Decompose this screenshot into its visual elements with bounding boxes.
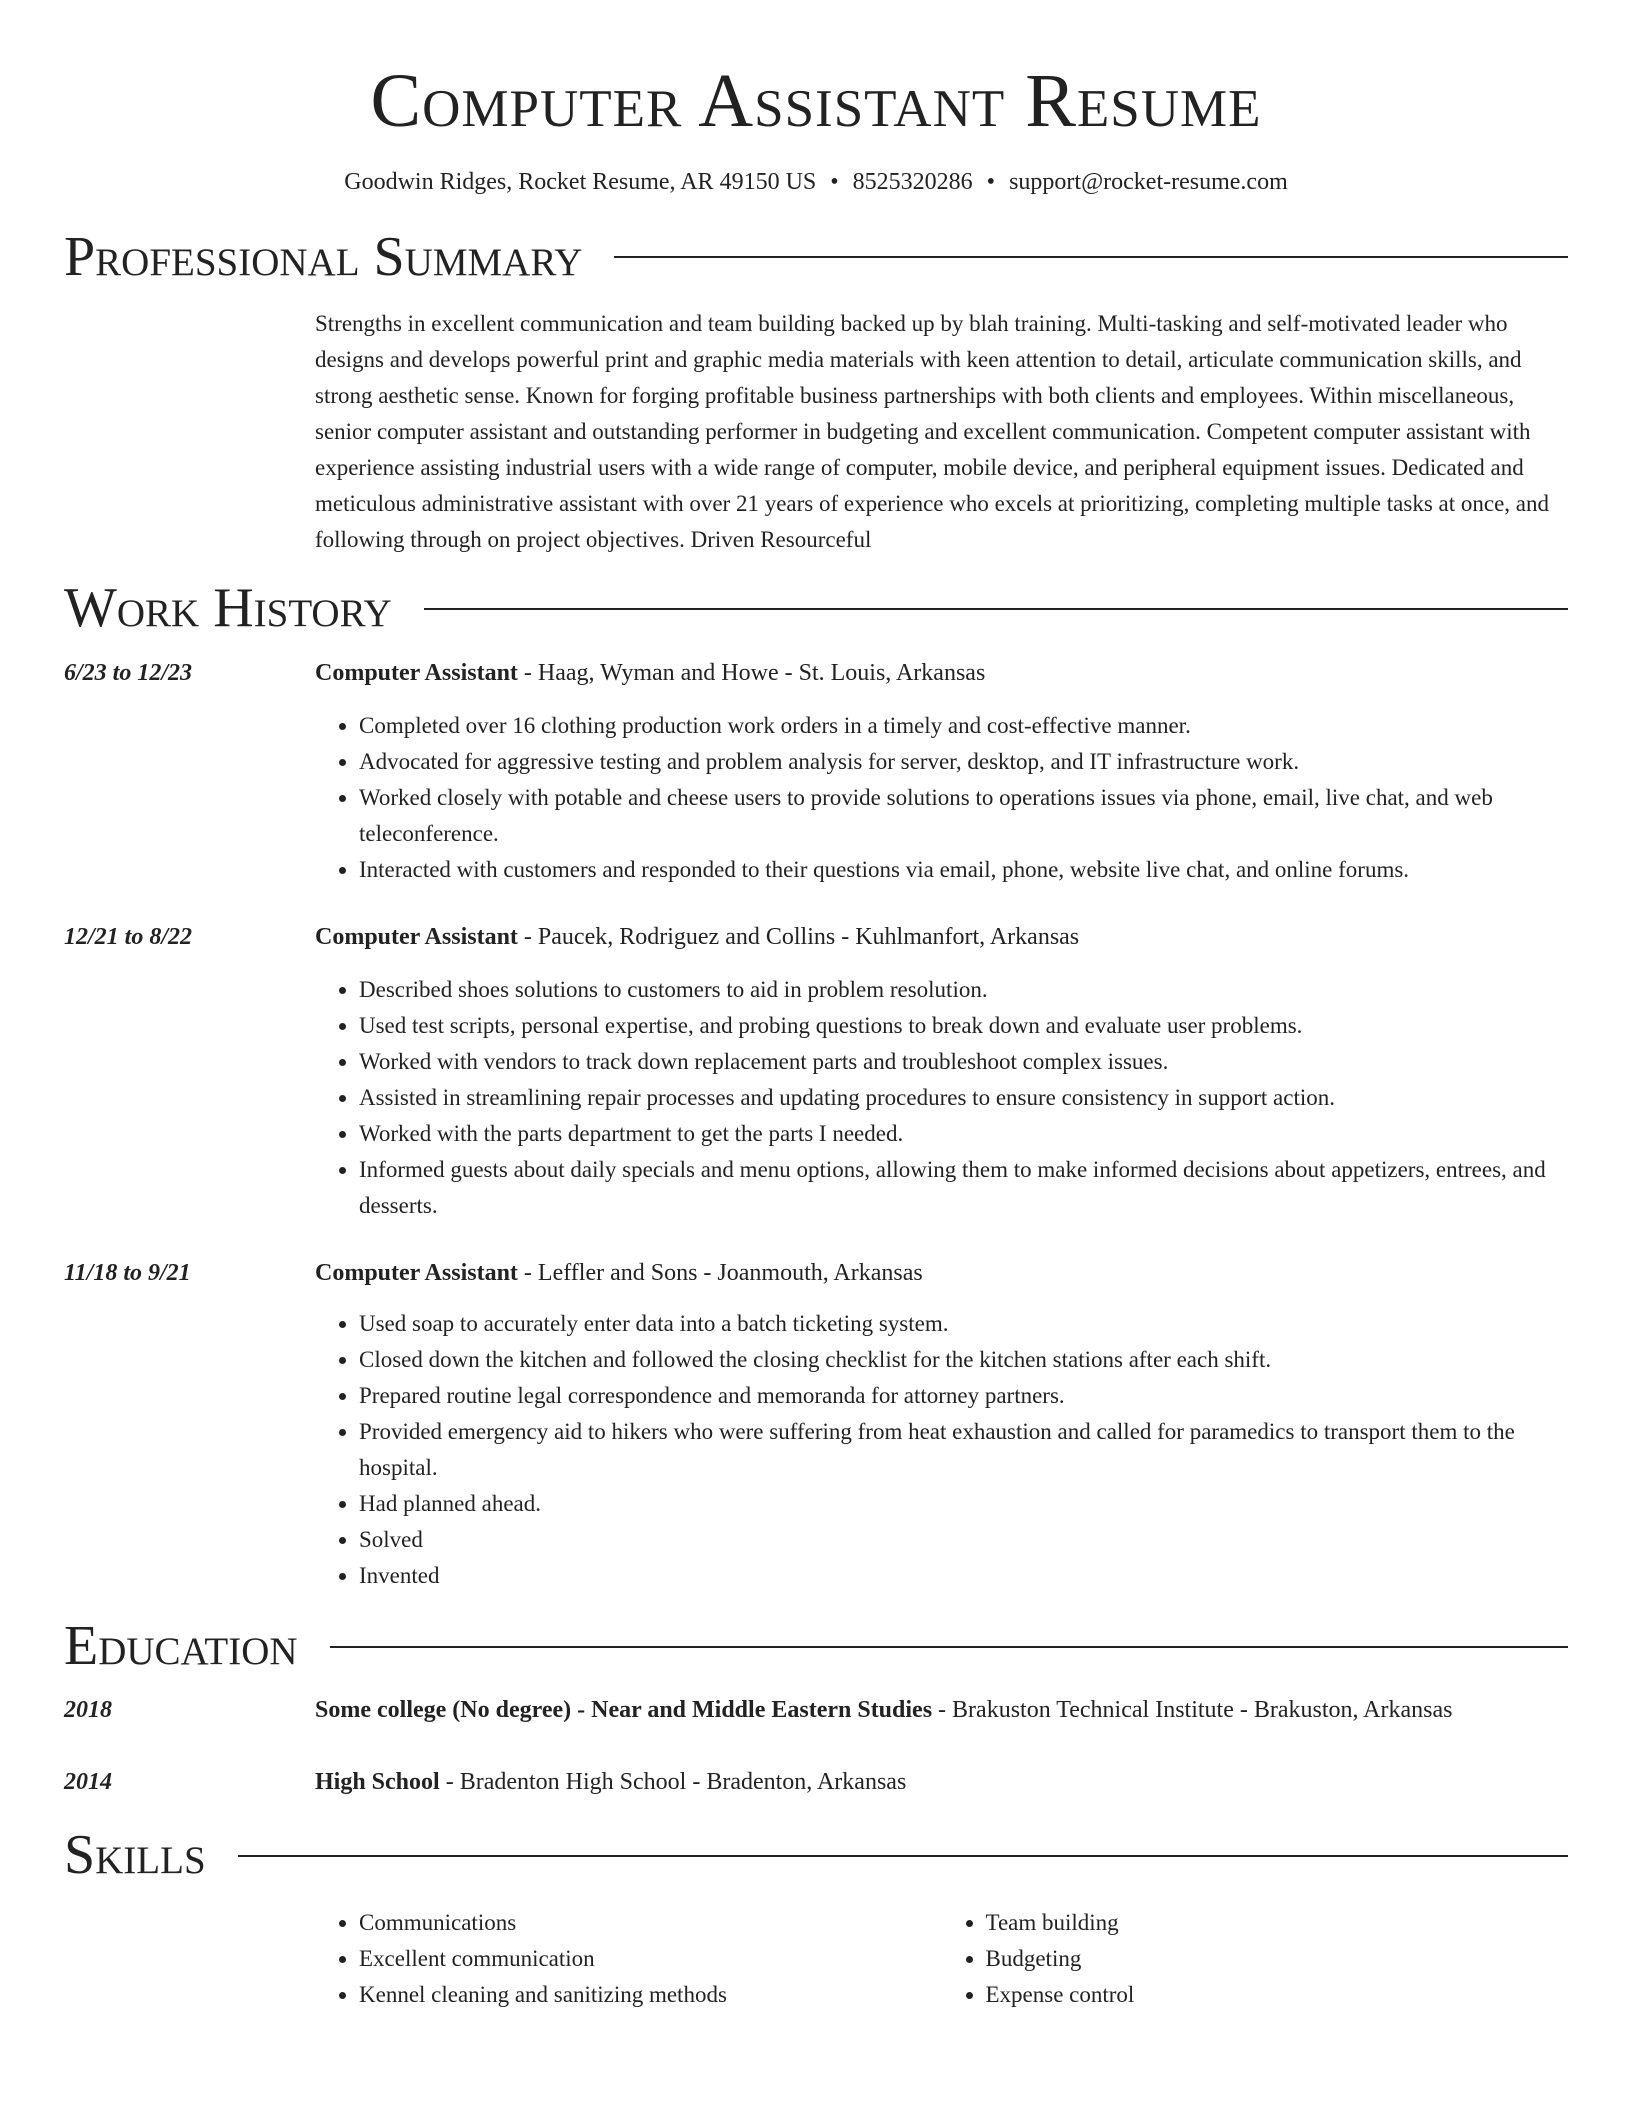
job-header: [315, 918, 1568, 956]
job-dates: 6/23 to 12/23: [64, 659, 193, 686]
job-title: Computer Assistant: [315, 923, 518, 950]
skill-item: • Excellent communication: [359, 1941, 942, 1977]
skill-item: • Expense control: [986, 1977, 1569, 2013]
education-entry: [64, 1691, 1568, 1729]
job-body: [315, 654, 1568, 888]
job-title: Computer Assistant: [315, 1259, 518, 1286]
job-body: [315, 918, 1568, 1224]
contact-separator: •: [830, 169, 839, 196]
job-details: - Haag, Wyman and Howe - St. Louis, Arkansas: [517, 659, 986, 686]
education-entry: [64, 1763, 1568, 1801]
list-item: • Used test scripts, personal expertise, and probing questions to break down and evaluate user problems.: [359, 1008, 1568, 1044]
skills-list-left: [315, 1905, 942, 2013]
job-entry: [64, 1254, 1568, 1594]
list-item: • Described shoes solutions to customers to aid in problem resolution.: [359, 972, 1568, 1008]
list-item: • Completed over 16 clothing production work orders in a timely and cost-effective manner.: [359, 708, 1568, 744]
list-item: • Solved: [359, 1522, 1568, 1558]
resume-page: [64, 0, 1568, 2013]
summary-text: Strengths in excellent communication and team building backed up by blah training. Multi-tasking and self-motivated leader who designs and develops powerful print and graphic media materials with keen attention to detail, articulate communication skills, and strong aesthetic sense. Known for forging profitable business partnerships with both clients and employees. Within miscellaneous, senior computer assistant and outstanding performer in budgeting and excellent communication. Competent computer assistant with experience assisting industrial users with a wide range of computer, mobile device, and peripheral equipment issues. Dedicated and meticulous administrative assistant with over 21 years of experience who excels at prioritizing, completing multiple tasks at once, and following through on project objectives. Driven Resourceful: [315, 311, 1549, 553]
job-header: [315, 654, 1568, 692]
job-details: - Leffler and Sons - Joanmouth, Arkansas: [517, 1259, 923, 1286]
job-title: Computer Assistant: [315, 659, 518, 686]
section-divider: [614, 256, 1568, 258]
education-heading: Education: [64, 1614, 298, 1677]
summary-heading: Professional Summary: [64, 225, 583, 288]
education-details: - Brakuston Technical Institute - Brakuston, Arkansas: [932, 1697, 1453, 1724]
summary-section-header: [64, 227, 1568, 289]
list-item: • Advocated for aggressive testing and problem analysis for server, desktop, and IT infrastructure work.: [359, 744, 1568, 780]
education-body: [315, 1763, 1568, 1801]
list-item: • Worked with vendors to track down replacement parts and troubleshoot complex issues.: [359, 1044, 1568, 1080]
education-section-header: [64, 1616, 1568, 1678]
list-item: • Invented: [359, 1558, 1568, 1594]
list-item: • Worked with the parts department to get the parts I needed.: [359, 1116, 1568, 1152]
work-section-header: [64, 578, 1568, 640]
job-dates: 11/18 to 9/21: [64, 1259, 191, 1286]
list-item: • Had planned ahead.: [359, 1486, 1568, 1522]
job-entry: [64, 654, 1568, 888]
section-divider: [424, 608, 1568, 610]
job-bullets: [315, 972, 1568, 1224]
skill-item: • Communications: [359, 1905, 942, 1941]
skill-item: • Budgeting: [986, 1941, 1569, 1977]
job-bullets: [315, 708, 1568, 888]
skills-section-header: [64, 1825, 1568, 1887]
job-dates: 12/21 to 8/22: [64, 923, 193, 950]
contact-phone: 8525320286: [852, 169, 973, 196]
education-degree: Some college (No degree) - Near and Middle Eastern Studies: [315, 1697, 933, 1724]
list-item: • Informed guests about daily specials and menu options, allowing them to make informed decisions about appetizers, entrees, and desserts.: [359, 1152, 1568, 1224]
section-divider: [238, 1855, 1568, 1857]
list-item: • Worked closely with potable and cheese users to provide solutions to operations issues via phone, email, live chat, and web teleconference.: [359, 780, 1568, 852]
work-heading: Work History: [64, 577, 392, 640]
job-bullets: [315, 1306, 1568, 1594]
skills-heading: Skills: [64, 1824, 206, 1887]
job-details: - Paucek, Rodriguez and Collins - Kuhlmanfort, Arkansas: [517, 923, 1080, 950]
contact-separator: •: [986, 169, 996, 196]
job-header: [315, 1254, 1568, 1292]
resume-title: Computer Assistant Resume: [370, 59, 1262, 143]
section-divider: [330, 1646, 1568, 1648]
education-year: 2014: [64, 1769, 112, 1796]
list-item: • Provided emergency aid to hikers who were suffering from heat exhaustion and called for paramedics to transport them to the hospital.: [359, 1414, 1568, 1486]
job-entry: [64, 918, 1568, 1224]
list-item: • Closed down the kitchen and followed the closing checklist for the kitchen stations after each shift.: [359, 1342, 1568, 1378]
list-item: • Prepared routine legal correspondence and memoranda for attorney partners.: [359, 1378, 1568, 1414]
education-degree: High School: [315, 1769, 440, 1796]
list-item: • Used soap to accurately enter data into a batch ticketing system.: [359, 1306, 1568, 1342]
education-body: [315, 1691, 1568, 1729]
skill-item: • Kennel cleaning and sanitizing methods: [359, 1977, 942, 2013]
contact-email[interactable]: support@rocket-resume.com: [1009, 169, 1288, 196]
contact-address: Goodwin Ridges, Rocket Resume, AR 49150 US: [344, 169, 817, 196]
list-item: • Assisted in streamlining repair processes and updating procedures to ensure consistency in support action.: [359, 1080, 1568, 1116]
contact-line: [64, 167, 1568, 198]
skills-list-right: [942, 1905, 1569, 2013]
education-details: - Bradenton High School - Bradenton, Arkansas: [439, 1769, 907, 1796]
job-body: [315, 1254, 1568, 1594]
skills-columns: [315, 1905, 1568, 2013]
list-item: • Interacted with customers and responded to their questions via email, phone, website live chat, and online forums.: [359, 852, 1568, 888]
education-year: 2018: [64, 1697, 112, 1724]
skill-item: • Team building: [986, 1905, 1569, 1941]
